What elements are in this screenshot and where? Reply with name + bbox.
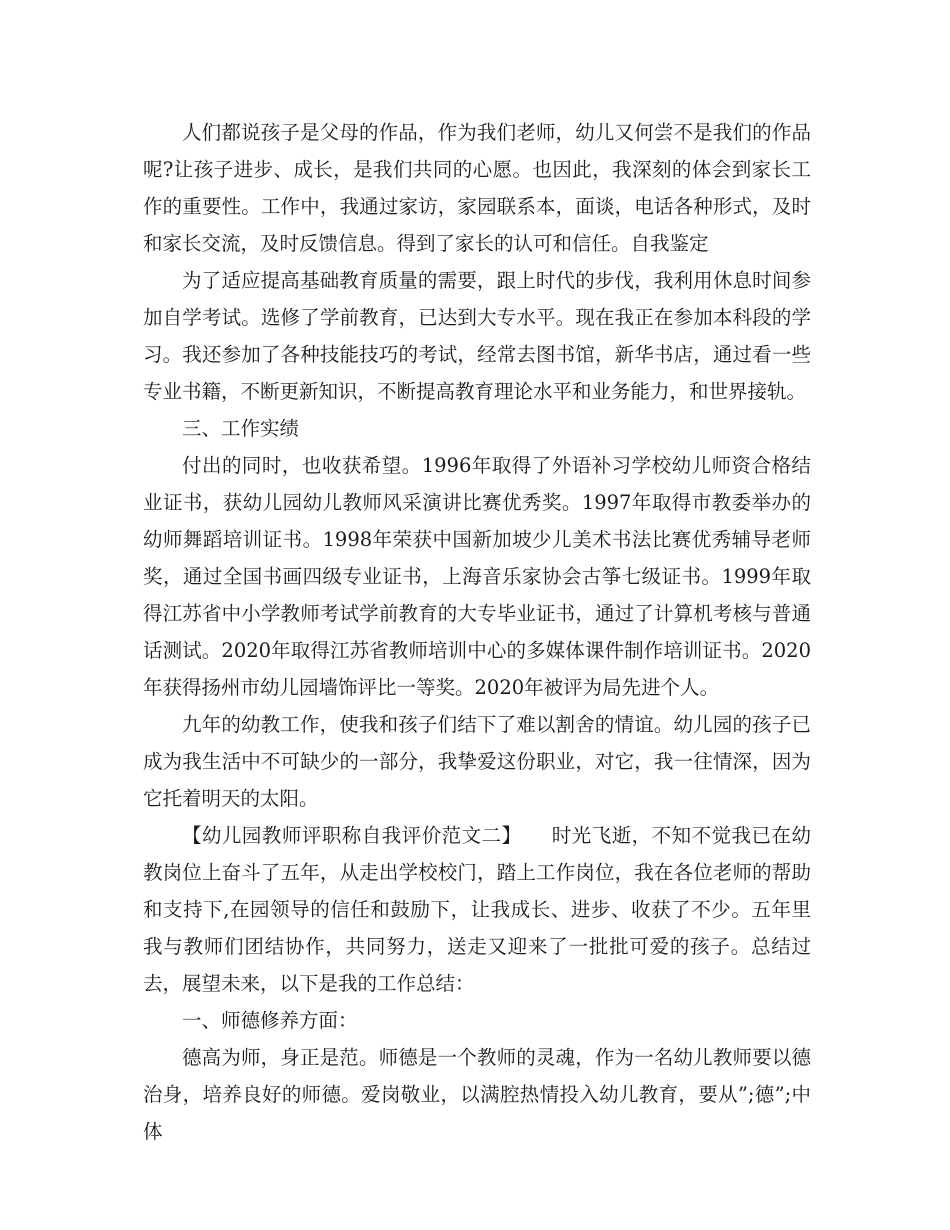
paragraph-self-study: 为了适应提高基础教育质量的需要，跟上时代的步伐，我利用休息时间参加自学考试。选修了学前教育，已达到大专水平。现在我正在参加本科段的学习。我还参加了各种技能技巧的考试，经常去图书馆，新华书店，通过看一些专业书籍，不断更新知识，不断提高教育理论水平和业务能力，和世界接轨。 [143,269,811,403]
section-heading-work-achievements: 三、工作实绩 [182,417,300,440]
paragraph-nine-years: 九年的幼教工作，使我和孩子们结下了难以割舍的情谊。幼儿园的孩子已成为我生活中不可缺少的一部分，我挚爱这份职业，对它，我一往情深，因为它托着明天的太阳。 [143,713,811,810]
section-heading-teacher-ethics: 一、师德修养方面： [182,1009,358,1032]
paragraph-home-school-communication: 人们都说孩子是父母的作品，作为我们老师，幼儿又何尝不是我们的作品呢?让孩子进步、成长，是我们共同的心愿。也因此，我深刻的体会到家长工作的重要性。工作中，我通过家访，家园联系本，面谈，电话各种形式，及时和家长交流，及时反馈信息。得到了家长的认可和信任。自我鉴定 [143,121,811,255]
paragraph-sample-two: 【幼儿园教师评职称自我评价范文二】 时光飞逝，不知不觉我已在幼教岗位上奋斗了五年，从走出学校校门，踏上工作岗位，我在各位老师的帮助和支持下,在园领导的信任和鼓励下，让我成长、进步、收获了不少。五年里我与教师们团结协作，共同努力，送走又迎来了一批批可爱的孩子。总结过去，展望未来，以下是我的工作总结： [143,824,811,995]
paragraph-certificates: 付出的同时，也收获希望。1996年取得了外语补习学校幼儿师资合格结业证书，获幼儿园幼儿教师风采演讲比赛优秀奖。1997年取得市教委举办的幼师舞蹈培训证书。1998年荣获中国新加坡少儿美术书法比赛优秀辅导老师奖，通过全国书画四级专业证书，上海音乐家协会古筝七级证书。1999年取得江苏省中小学教师考试学前教育的大专毕业证书，通过了计算机考核与普通话测试。2020年取得江苏省教师培训中心的多媒体课件制作培训证书。2020年获得扬州市幼儿园墙饰评比一等奖。2020年被评为局先进个人。 [143,454,811,699]
paragraph-ethics: 德高为师，身正是范。师德是一个教师的灵魂，作为一名幼儿教师要以德治身，培养良好的师德。爱岗敬业，以满腔热情投入幼儿教育，要从”;德”;中体 [143,1046,811,1143]
document-body [143,114,811,1150]
